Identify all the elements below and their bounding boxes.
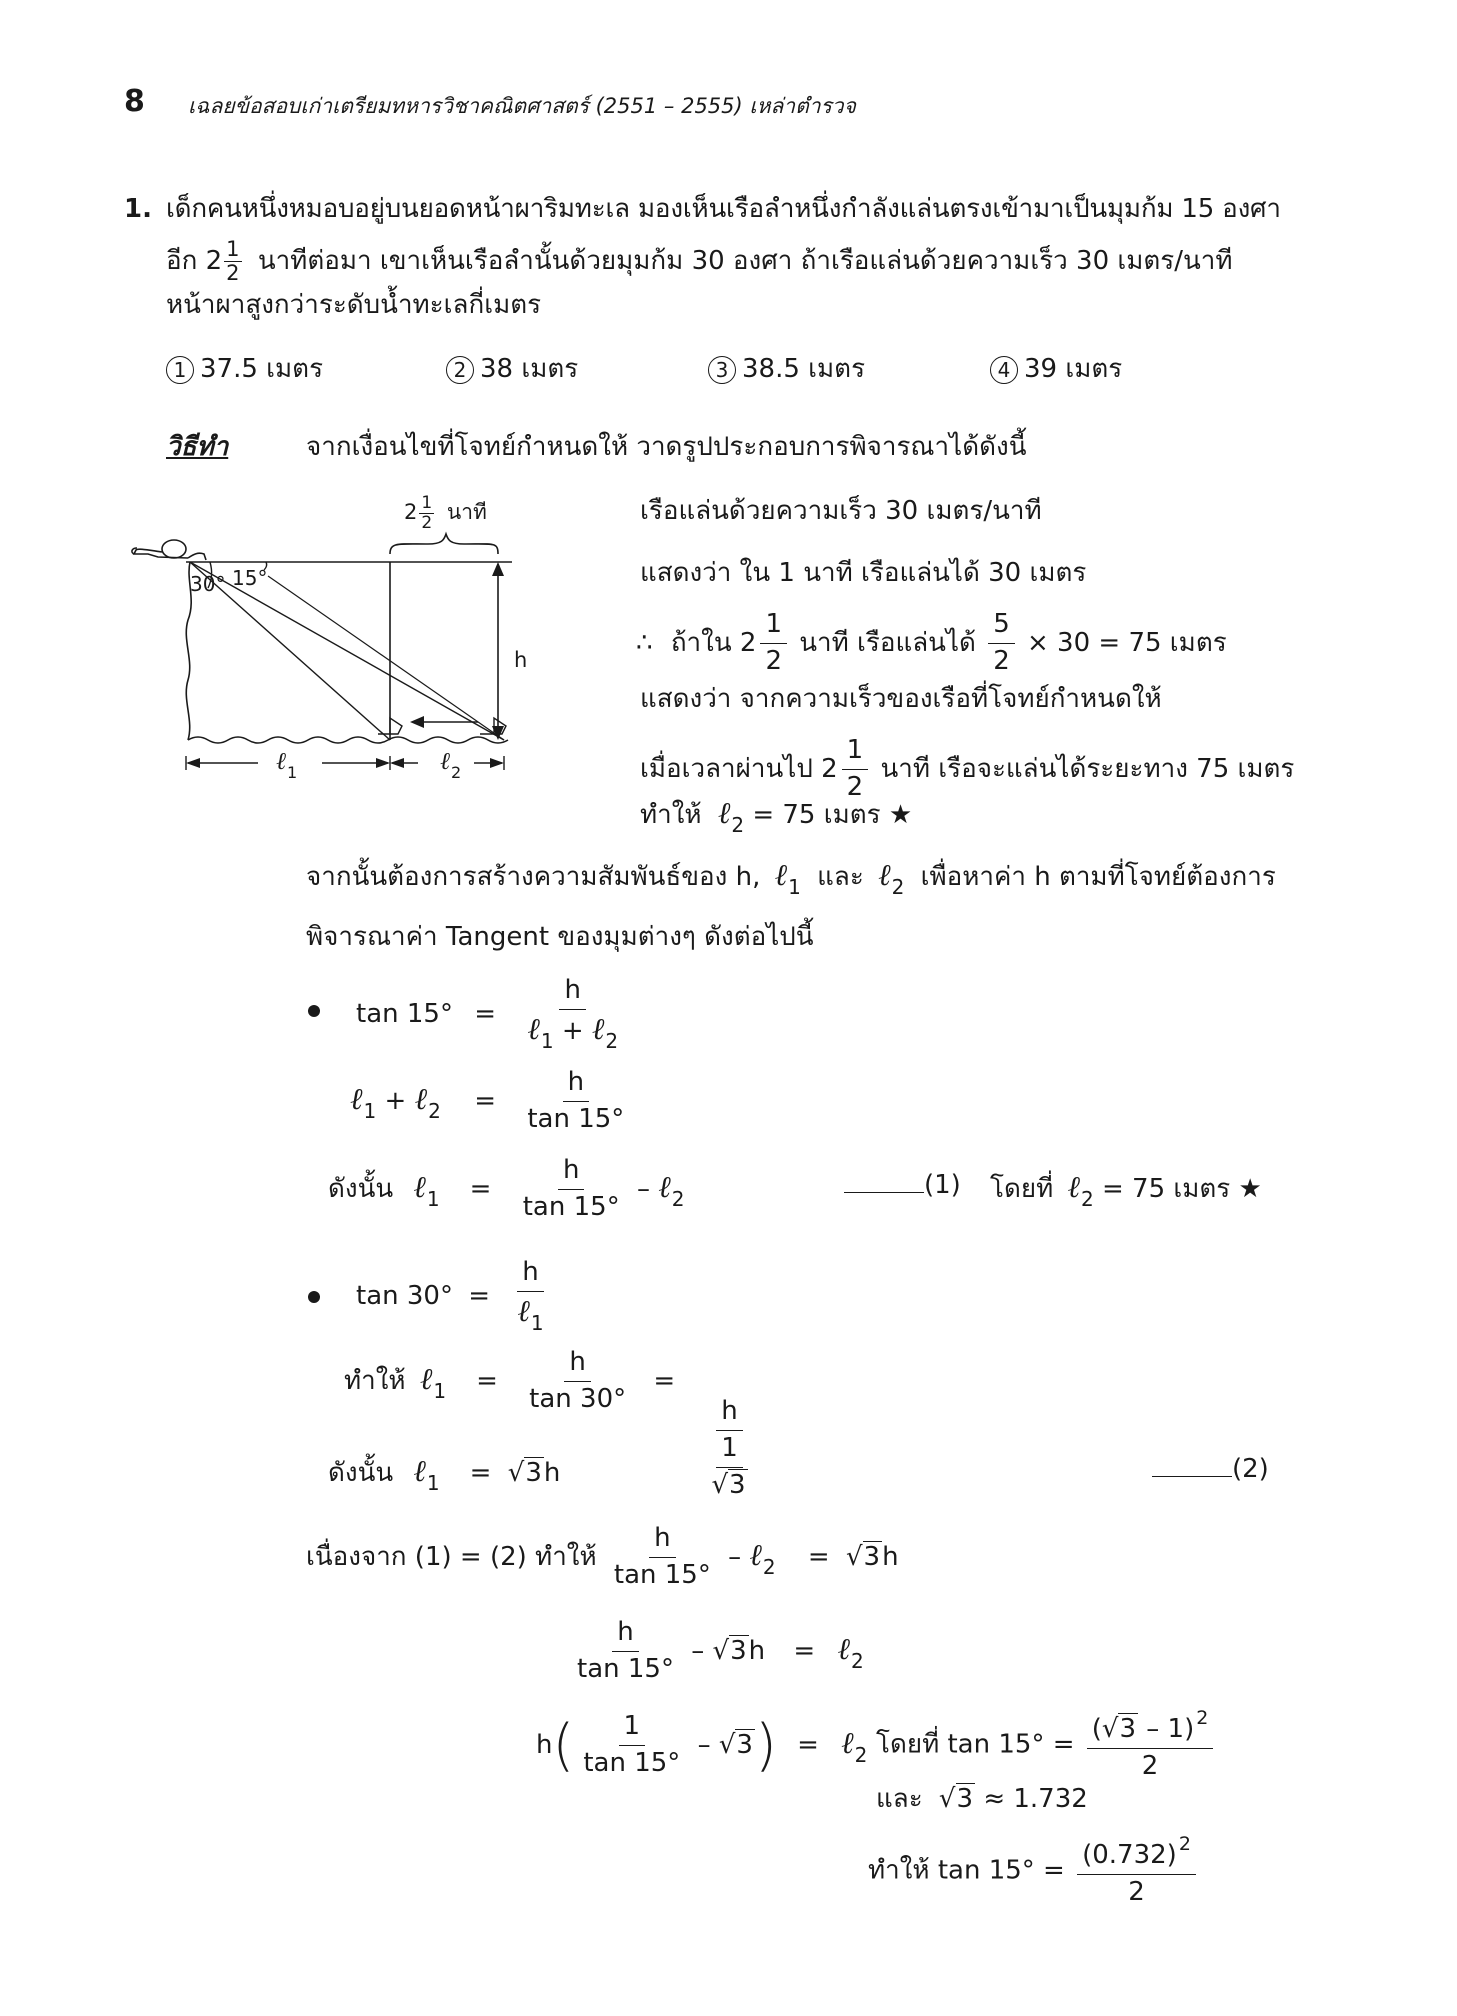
relation-line: จากนั้นต้องการสร้างความสัมพันธ์ของ h, ℓ$_1$ และ ℓ$_2$ เพื่อหาค่า h ตามที่โจทย์ต้องการ	[306, 858, 1276, 899]
diagram-duration-label: 2 $\frac{1}{2}$ นาที	[404, 493, 487, 533]
page-number: 8	[124, 84, 145, 119]
eq-1-label: (1)	[844, 1170, 961, 1201]
eq-factor: h( $\frac{1}{\tan 15^\circ}$ – √3) = ℓ$_2$	[536, 1711, 868, 1779]
choice-3[interactable]: 3 38.5 เมตร	[708, 354, 865, 385]
bullet-2	[308, 1288, 320, 1307]
eq-rearrange: $\frac{h}{\tan 15^\circ}$ – √3h = ℓ$_2$	[577, 1617, 864, 1684]
l2-label: ℓ$_2$	[440, 747, 462, 782]
l1-label: ℓ$_1$	[276, 747, 298, 782]
boat-icon	[378, 718, 506, 734]
eq-tan30: tan 30° = $\frac{h}{\ell_1}$	[356, 1257, 544, 1335]
explain-line-5: เมื่อเวลาผ่านไป 2 $\frac{1}{2}$ นาที เรือจะแล่นได้ระยะทาง 75 เมตร	[640, 735, 1295, 802]
question-line-1: เด็กคนหนึ่งหมอบอยู่บนยอดหน้าผาริมทะเล มองเห็นเรือลำหนึ่งกำลังแล่นตรงเข้ามาเป็นมุมก้ม 15 องศา	[166, 194, 1281, 224]
eq-1: ดังนั้น ℓ$_1$ = $\frac{h}{\tan 15^\circ}$ – ℓ$_2$	[328, 1155, 685, 1222]
explain-line-4: แสดงว่า จากความเร็วของเรือที่โจทย์กำหนดให้	[640, 684, 1162, 714]
choice-4[interactable]: 4 39 เมตร	[990, 354, 1122, 385]
bullet-1	[308, 1002, 320, 1021]
eq-l1-tan30: ทำให้ ℓ$_1$ = $\frac{h}{\tan 30^\circ}$ = $\frac{h}{\frac{1}{√3}}$	[344, 1347, 746, 1500]
choice-number: 4	[990, 356, 1018, 384]
eq-1-note: โดยที่ ℓ$_2$ = 75 เมตร ★	[990, 1170, 1262, 1211]
eq-tan15: tan 15° = $\frac{h}{\ell_1 + \ell_2}$	[356, 975, 619, 1053]
eq-2: ดังนั้น ℓ$_1$ = √3h	[328, 1454, 561, 1495]
question-line-2: อีก 2 $\frac{1}{2}$ นาทีต่อมา เขาเห็นเรือลำนั้นด้วยมุมก้ม 30 องศา ถ้าเรือแล่นด้วยความเร็ว 30 เมตร/นาที	[166, 237, 1233, 286]
choice-1[interactable]: 1 37.5 เมตร	[166, 354, 323, 385]
explain-line-3: ∴ ถ้าใน 2 $\frac{1}{2}$ นาที เรือแล่นได้ $\frac{5}{2}$ × 30 = 75 เมตร	[636, 609, 1227, 676]
solution-intro: จากเงื่อนไขที่โจทย์กำหนดให้ วาดรูปประกอบการพิจารณาได้ดังนี้	[306, 432, 1027, 462]
choice-number: 2	[446, 356, 474, 384]
eq-combine: เนื่องจาก (1) = (2) ทำให้ $\frac{h}{\tan 15^\circ}$ – ℓ$_2$ = √3h	[306, 1523, 899, 1590]
explain-line-1: เรือแล่นด้วยความเร็ว 30 เมตร/นาที	[640, 496, 1042, 526]
explain-line-2: แสดงว่า ใน 1 นาที เรือแล่นได้ 30 เมตร	[640, 558, 1087, 588]
choice-2[interactable]: 2 38 เมตร	[446, 354, 578, 385]
choice-number: 1	[166, 356, 194, 384]
eq-l1-plus-l2: ℓ$_1$ + ℓ$_2$ = $\frac{h}{\tan 15^\circ}$	[350, 1067, 625, 1134]
note-tan15-value: ทำให้ tan 15° = $\frac{(0.732) ^2}{2}$	[868, 1834, 1200, 1908]
note-sqrt3: และ √3 ≈ 1.732	[876, 1784, 1088, 1814]
running-header: เฉลยข้อสอบเก่าเตรียมทหารวิชาคณิตศาสตร์ (2551 – 2555) เหล่าตำรวจ	[188, 94, 856, 118]
question-line-3: หน้าผาสูงกว่าระดับน้ำทะเลกี่เมตร	[166, 290, 542, 320]
person-figure	[132, 540, 206, 560]
solution-heading: วิธีทำ	[166, 432, 229, 462]
question-number: 1.	[124, 194, 152, 224]
eq-2-label: (2)	[1152, 1454, 1269, 1485]
consider-line: พิจารณาค่า Tangent ของมุมต่างๆ ดังต่อไปนี้	[306, 922, 814, 952]
cliff-diagram	[128, 490, 528, 790]
height-label: h	[514, 648, 528, 672]
note-tan15: โดยที่ tan 15° = $\frac{(√3 - 1) ^2}{2}$	[876, 1708, 1217, 1782]
choice-number: 3	[708, 356, 736, 384]
angle-15-label: 15°	[232, 566, 268, 590]
explain-line-6: ทำให้ ℓ$_2$ = 75 เมตร ★	[640, 796, 913, 837]
angle-30-label: 30°	[190, 572, 226, 596]
